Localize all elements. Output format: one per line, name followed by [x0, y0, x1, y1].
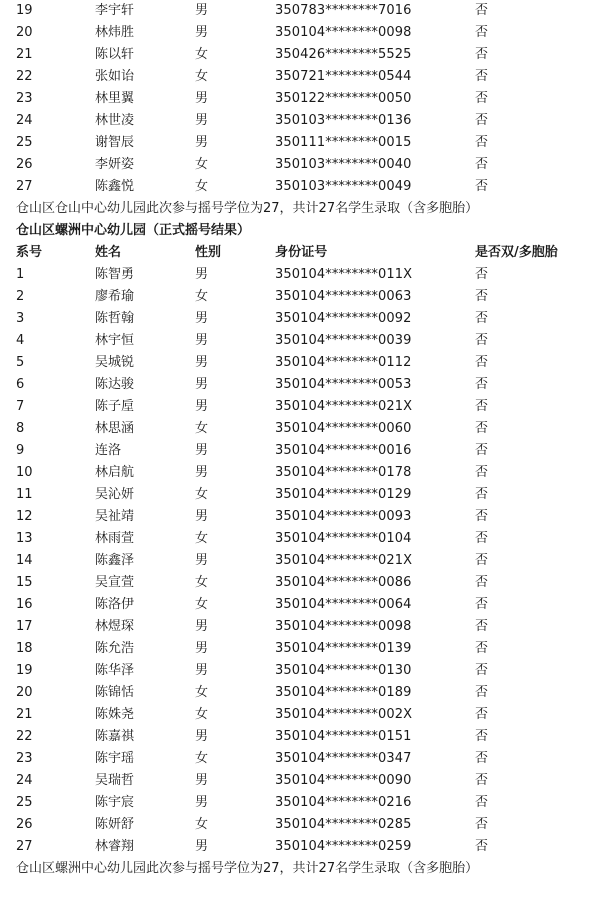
row-gender: 男 [195, 377, 209, 392]
row-no: 22 [16, 69, 33, 84]
row-name: 陈子垕 [95, 399, 135, 414]
table-row [0, 132, 613, 154]
table-row [0, 396, 613, 418]
row-no: 20 [16, 25, 33, 40]
table-row [0, 110, 613, 132]
row-twin: 否 [475, 619, 489, 634]
row-no: 14 [16, 553, 33, 568]
row-gender: 女 [195, 685, 209, 700]
row-name: 陈嘉祺 [95, 729, 135, 744]
table-row [0, 286, 613, 308]
row-id: 350103********0049 [275, 179, 412, 194]
row-gender: 男 [195, 795, 209, 810]
row-no: 16 [16, 597, 33, 612]
row-name: 林炜胜 [95, 25, 135, 40]
row-id: 350104********0039 [275, 333, 412, 348]
row-no: 24 [16, 113, 33, 128]
table-row [0, 528, 613, 550]
table-row [0, 572, 613, 594]
row-id: 350426********5525 [275, 47, 412, 62]
row-gender: 女 [195, 69, 209, 84]
row-gender: 男 [195, 465, 209, 480]
table-row [0, 418, 613, 440]
table-row [0, 770, 613, 792]
row-id: 350104********011X [275, 267, 413, 282]
table-row [0, 22, 613, 44]
row-twin: 否 [475, 3, 489, 18]
row-no: 11 [16, 487, 33, 502]
row-no: 12 [16, 509, 33, 524]
row-name: 林世凌 [95, 113, 135, 128]
row-gender: 男 [195, 839, 209, 854]
row-gender: 男 [195, 663, 209, 678]
row-gender: 女 [195, 487, 209, 502]
row-gender: 女 [195, 179, 209, 194]
table-row [0, 550, 613, 572]
row-twin: 否 [475, 91, 489, 106]
row-name: 林宇恒 [95, 333, 135, 348]
row-twin: 否 [475, 47, 489, 62]
row-id: 350104********0216 [275, 795, 412, 810]
row-id: 350104********002X [275, 707, 413, 722]
row-name: 陈华泽 [95, 663, 135, 678]
row-no: 26 [16, 157, 33, 172]
row-name: 林雨萱 [95, 531, 135, 546]
table-row [0, 704, 613, 726]
row-id: 350111********0015 [275, 135, 412, 150]
row-name: 陈锦恬 [95, 685, 135, 700]
row-gender: 男 [195, 641, 209, 656]
row-twin: 否 [475, 597, 489, 612]
row-id: 350104********0064 [275, 597, 412, 612]
row-twin: 否 [475, 69, 489, 84]
table-row [0, 616, 613, 638]
row-id: 350104********0347 [275, 751, 412, 766]
row-name: 陈允浩 [95, 641, 135, 656]
table-row [0, 594, 613, 616]
row-name: 陈哲翰 [95, 311, 135, 326]
table-row [0, 44, 613, 66]
table-row [0, 440, 613, 462]
row-name: 吴瑞哲 [95, 773, 135, 788]
row-no: 4 [16, 333, 25, 348]
row-id: 350104********0189 [275, 685, 412, 700]
table-row [0, 682, 613, 704]
row-twin: 否 [475, 465, 489, 480]
row-id: 350104********0259 [275, 839, 412, 854]
table-row [0, 352, 613, 374]
row-name: 林启航 [95, 465, 135, 480]
row-gender: 女 [195, 421, 209, 436]
row-id: 350104********0129 [275, 487, 412, 502]
row-id: 350104********0178 [275, 465, 412, 480]
row-name: 陈姝尧 [95, 707, 135, 722]
table-row [0, 726, 613, 748]
row-name: 吴宣萱 [95, 575, 135, 590]
row-no: 18 [16, 641, 33, 656]
row-name: 陈宇瑶 [95, 751, 135, 766]
row-no: 25 [16, 795, 33, 810]
row-no: 24 [16, 773, 33, 788]
row-name: 陈鑫泽 [95, 553, 135, 568]
row-gender: 女 [195, 157, 209, 172]
table-row [0, 88, 613, 110]
row-twin: 否 [475, 685, 489, 700]
row-no: 2 [16, 289, 25, 304]
table-row [0, 374, 613, 396]
row-name: 陈鑫悦 [95, 179, 135, 194]
row-no: 3 [16, 311, 25, 326]
row-twin: 否 [475, 795, 489, 810]
section1-summary: 仓山区仓山中心幼儿园此次参与摇号学位为27，共计27名学生录取（含多胞胎） [16, 201, 479, 216]
row-no: 8 [16, 421, 25, 436]
row-id: 350104********0098 [275, 619, 412, 634]
row-gender: 女 [195, 817, 209, 832]
row-no: 22 [16, 729, 33, 744]
row-id: 350104********0285 [275, 817, 412, 832]
row-twin: 否 [475, 179, 489, 194]
row-id: 350104********0016 [275, 443, 412, 458]
row-gender: 男 [195, 25, 209, 40]
row-twin: 否 [475, 311, 489, 326]
row-no: 19 [16, 663, 33, 678]
row-name: 陈以轩 [95, 47, 135, 62]
row-name: 陈妍舒 [95, 817, 135, 832]
row-id: 350104********021X [275, 553, 413, 568]
row-no: 25 [16, 135, 33, 150]
row-gender: 女 [195, 47, 209, 62]
table-row [0, 176, 613, 198]
row-id: 350783********7016 [275, 3, 412, 18]
table-row [0, 748, 613, 770]
row-no: 21 [16, 707, 33, 722]
row-name: 廖希瑜 [95, 289, 135, 304]
row-name: 李宇轩 [95, 3, 135, 18]
row-twin: 否 [475, 487, 489, 502]
row-twin: 否 [475, 355, 489, 370]
row-twin: 否 [475, 729, 489, 744]
row-gender: 男 [195, 311, 209, 326]
row-no: 1 [16, 267, 25, 282]
row-no: 23 [16, 91, 33, 106]
row-twin: 否 [475, 531, 489, 546]
row-twin: 否 [475, 157, 489, 172]
row-id: 350104********0086 [275, 575, 412, 590]
header-name: 姓名 [95, 245, 122, 260]
row-twin: 否 [475, 25, 489, 40]
row-name: 吴沁妍 [95, 487, 135, 502]
row-name: 李妍姿 [95, 157, 135, 172]
row-name: 张如诒 [95, 69, 135, 84]
table-row [0, 836, 613, 858]
row-gender: 男 [195, 91, 209, 106]
row-gender: 男 [195, 509, 209, 524]
table-row [0, 814, 613, 836]
row-name: 连洛 [95, 443, 122, 458]
table-row [0, 506, 613, 528]
row-twin: 否 [475, 773, 489, 788]
row-id: 350103********0040 [275, 157, 412, 172]
row-twin: 否 [475, 443, 489, 458]
row-no: 19 [16, 3, 33, 18]
row-twin: 否 [475, 399, 489, 414]
row-twin: 否 [475, 421, 489, 436]
row-name: 吴祉靖 [95, 509, 135, 524]
row-gender: 男 [195, 113, 209, 128]
row-name: 谢智辰 [95, 135, 135, 150]
row-twin: 否 [475, 817, 489, 832]
row-gender: 男 [195, 333, 209, 348]
row-gender: 女 [195, 289, 209, 304]
row-gender: 男 [195, 443, 209, 458]
row-twin: 否 [475, 839, 489, 854]
header-id: 身份证号 [275, 245, 328, 260]
row-no: 17 [16, 619, 33, 634]
row-name: 吴城锐 [95, 355, 135, 370]
row-no: 9 [16, 443, 25, 458]
row-gender: 女 [195, 751, 209, 766]
row-no: 5 [16, 355, 25, 370]
row-id: 350104********0139 [275, 641, 412, 656]
row-gender: 男 [195, 399, 209, 414]
row-twin: 否 [475, 267, 489, 282]
row-gender: 男 [195, 355, 209, 370]
row-id: 350104********0092 [275, 311, 412, 326]
row-no: 7 [16, 399, 25, 414]
row-id: 350103********0136 [275, 113, 412, 128]
table-row [0, 308, 613, 330]
row-name: 陈智勇 [95, 267, 135, 282]
row-twin: 否 [475, 751, 489, 766]
table-row [0, 264, 613, 286]
row-no: 27 [16, 839, 33, 854]
section2-header-row [0, 242, 613, 264]
row-id: 350104********0063 [275, 289, 412, 304]
row-name: 陈宇宸 [95, 795, 135, 810]
row-gender: 男 [195, 267, 209, 282]
section2-summary: 仓山区螺洲中心幼儿园此次参与摇号学位为27，共计27名学生录取（含多胞胎） [16, 861, 479, 876]
table-row [0, 0, 613, 22]
row-twin: 否 [475, 333, 489, 348]
row-id: 350104********021X [275, 399, 413, 414]
row-gender: 女 [195, 597, 209, 612]
row-id: 350104********0130 [275, 663, 412, 678]
table-row [0, 330, 613, 352]
row-twin: 否 [475, 113, 489, 128]
table-row [0, 660, 613, 682]
section2-table [0, 264, 613, 858]
row-gender: 女 [195, 707, 209, 722]
table-row [0, 154, 613, 176]
header-no: 系号 [16, 245, 43, 260]
row-id: 350104********0104 [275, 531, 412, 546]
row-no: 6 [16, 377, 25, 392]
row-gender: 男 [195, 553, 209, 568]
row-gender: 女 [195, 531, 209, 546]
row-name: 林里翼 [95, 91, 135, 106]
row-no: 13 [16, 531, 33, 546]
row-id: 350104********0053 [275, 377, 412, 392]
row-id: 350104********0060 [275, 421, 412, 436]
row-no: 15 [16, 575, 33, 590]
row-id: 350104********0098 [275, 25, 412, 40]
header-gender: 性别 [195, 245, 222, 260]
row-id: 350104********0093 [275, 509, 412, 524]
section2-title: 仓山区螺洲中心幼儿园（正式摇号结果） [16, 223, 251, 238]
row-twin: 否 [475, 707, 489, 722]
header-twin: 是否双/多胞胎 [475, 245, 558, 260]
row-name: 林睿翔 [95, 839, 135, 854]
table-row [0, 66, 613, 88]
row-id: 350104********0151 [275, 729, 412, 744]
row-gender: 男 [195, 3, 209, 18]
row-id: 350104********0112 [275, 355, 412, 370]
row-name: 林煜琛 [95, 619, 135, 634]
row-gender: 女 [195, 575, 209, 590]
row-name: 陈洛伊 [95, 597, 135, 612]
row-name: 陈达骏 [95, 377, 135, 392]
row-id: 350104********0090 [275, 773, 412, 788]
row-twin: 否 [475, 575, 489, 590]
row-twin: 否 [475, 377, 489, 392]
row-no: 20 [16, 685, 33, 700]
row-id: 350122********0050 [275, 91, 412, 106]
row-gender: 男 [195, 135, 209, 150]
row-twin: 否 [475, 509, 489, 524]
section1-table [0, 0, 613, 198]
row-twin: 否 [475, 641, 489, 656]
row-no: 21 [16, 47, 33, 62]
table-row [0, 484, 613, 506]
row-no: 23 [16, 751, 33, 766]
row-id: 350721********0544 [275, 69, 412, 84]
row-twin: 否 [475, 289, 489, 304]
row-twin: 否 [475, 553, 489, 568]
row-no: 10 [16, 465, 33, 480]
row-twin: 否 [475, 663, 489, 678]
row-no: 27 [16, 179, 33, 194]
table-row [0, 638, 613, 660]
row-no: 26 [16, 817, 33, 832]
row-gender: 男 [195, 619, 209, 634]
row-name: 林思涵 [95, 421, 135, 436]
row-gender: 男 [195, 773, 209, 788]
table-row [0, 462, 613, 484]
row-twin: 否 [475, 135, 489, 150]
row-gender: 男 [195, 729, 209, 744]
table-row [0, 792, 613, 814]
